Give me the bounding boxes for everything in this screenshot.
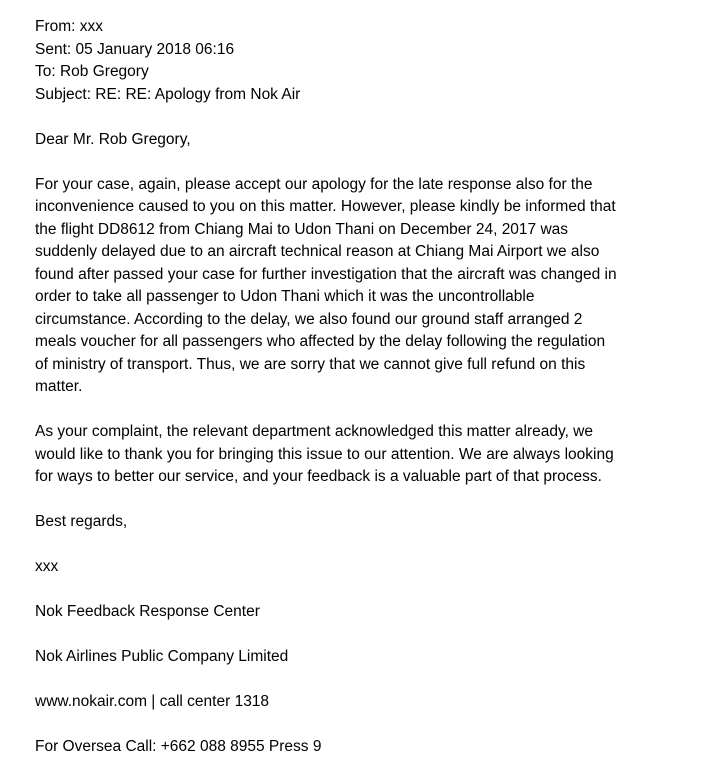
paragraph-line: suddenly delayed due to an aircraft technical reason at Chiang Mai Airport we also xyxy=(35,243,600,260)
company-name: Nok Airlines Public Company Limited xyxy=(35,648,289,665)
spacer xyxy=(35,624,705,647)
spacer xyxy=(35,399,705,422)
email-header xyxy=(35,16,705,106)
oversea-call-line: For Oversea Call: +662 088 8955 Press 9 xyxy=(35,738,322,755)
spacer xyxy=(35,534,705,557)
paragraph-line: of ministry of transport. Thus, we are sorry that we cannot give full refund on this xyxy=(35,355,586,373)
from-line: From: xxx xyxy=(35,18,104,35)
paragraph-line: found after passed your case for further investigation that the aircraft was changed in xyxy=(35,265,617,283)
paragraph-line: the flight DD8612 from Chiang Mai to Udon Thani on December 24, 2017 was xyxy=(35,220,569,238)
department-name: Nok Feedback Response Center xyxy=(35,603,260,620)
paragraph-line: for ways to better our service, and your feedback is a valuable part of that process. xyxy=(35,468,602,485)
paragraph-line: For your case, again, please accept our apology for the late response also for the xyxy=(35,175,593,193)
sender-name: xxx xyxy=(35,558,59,575)
paragraph-line: As your complaint, the relevant department acknowledged this matter already, we xyxy=(35,423,593,440)
paragraph-line: circumstance. According to the delay, we also found our ground staff arranged 2 xyxy=(35,310,583,328)
paragraph-line: matter. xyxy=(35,378,83,395)
paragraph-line: inconvenience caused to you on this matter. However, please kindly be informed that xyxy=(35,198,616,215)
spacer xyxy=(35,151,705,174)
spacer xyxy=(35,714,705,737)
to-line: To: Rob Gregory xyxy=(35,63,149,80)
spacer xyxy=(35,489,705,512)
paragraph-1 xyxy=(35,174,705,399)
paragraph-line: would like to thank you for bringing this issue to our attention. We are always looking xyxy=(35,445,614,463)
sent-line: Sent: 05 January 2018 06:16 xyxy=(35,40,235,58)
paragraph-2 xyxy=(35,421,705,489)
spacer xyxy=(35,579,705,602)
greeting: Dear Mr. Rob Gregory, xyxy=(35,130,191,148)
email-document xyxy=(35,16,705,759)
paragraph-line: meals voucher for all passengers who affected by the delay following the regulation xyxy=(35,333,606,350)
contact-line: www.nokair.com | call center 1318 xyxy=(35,693,270,710)
subject-line: Subject: RE: RE: Apology from Nok Air xyxy=(35,85,301,103)
spacer xyxy=(35,106,705,129)
closing: Best regards, xyxy=(35,513,128,530)
paragraph-line: order to take all passenger to Udon Thani which it was the uncontrollable xyxy=(35,288,535,305)
spacer xyxy=(35,669,705,692)
